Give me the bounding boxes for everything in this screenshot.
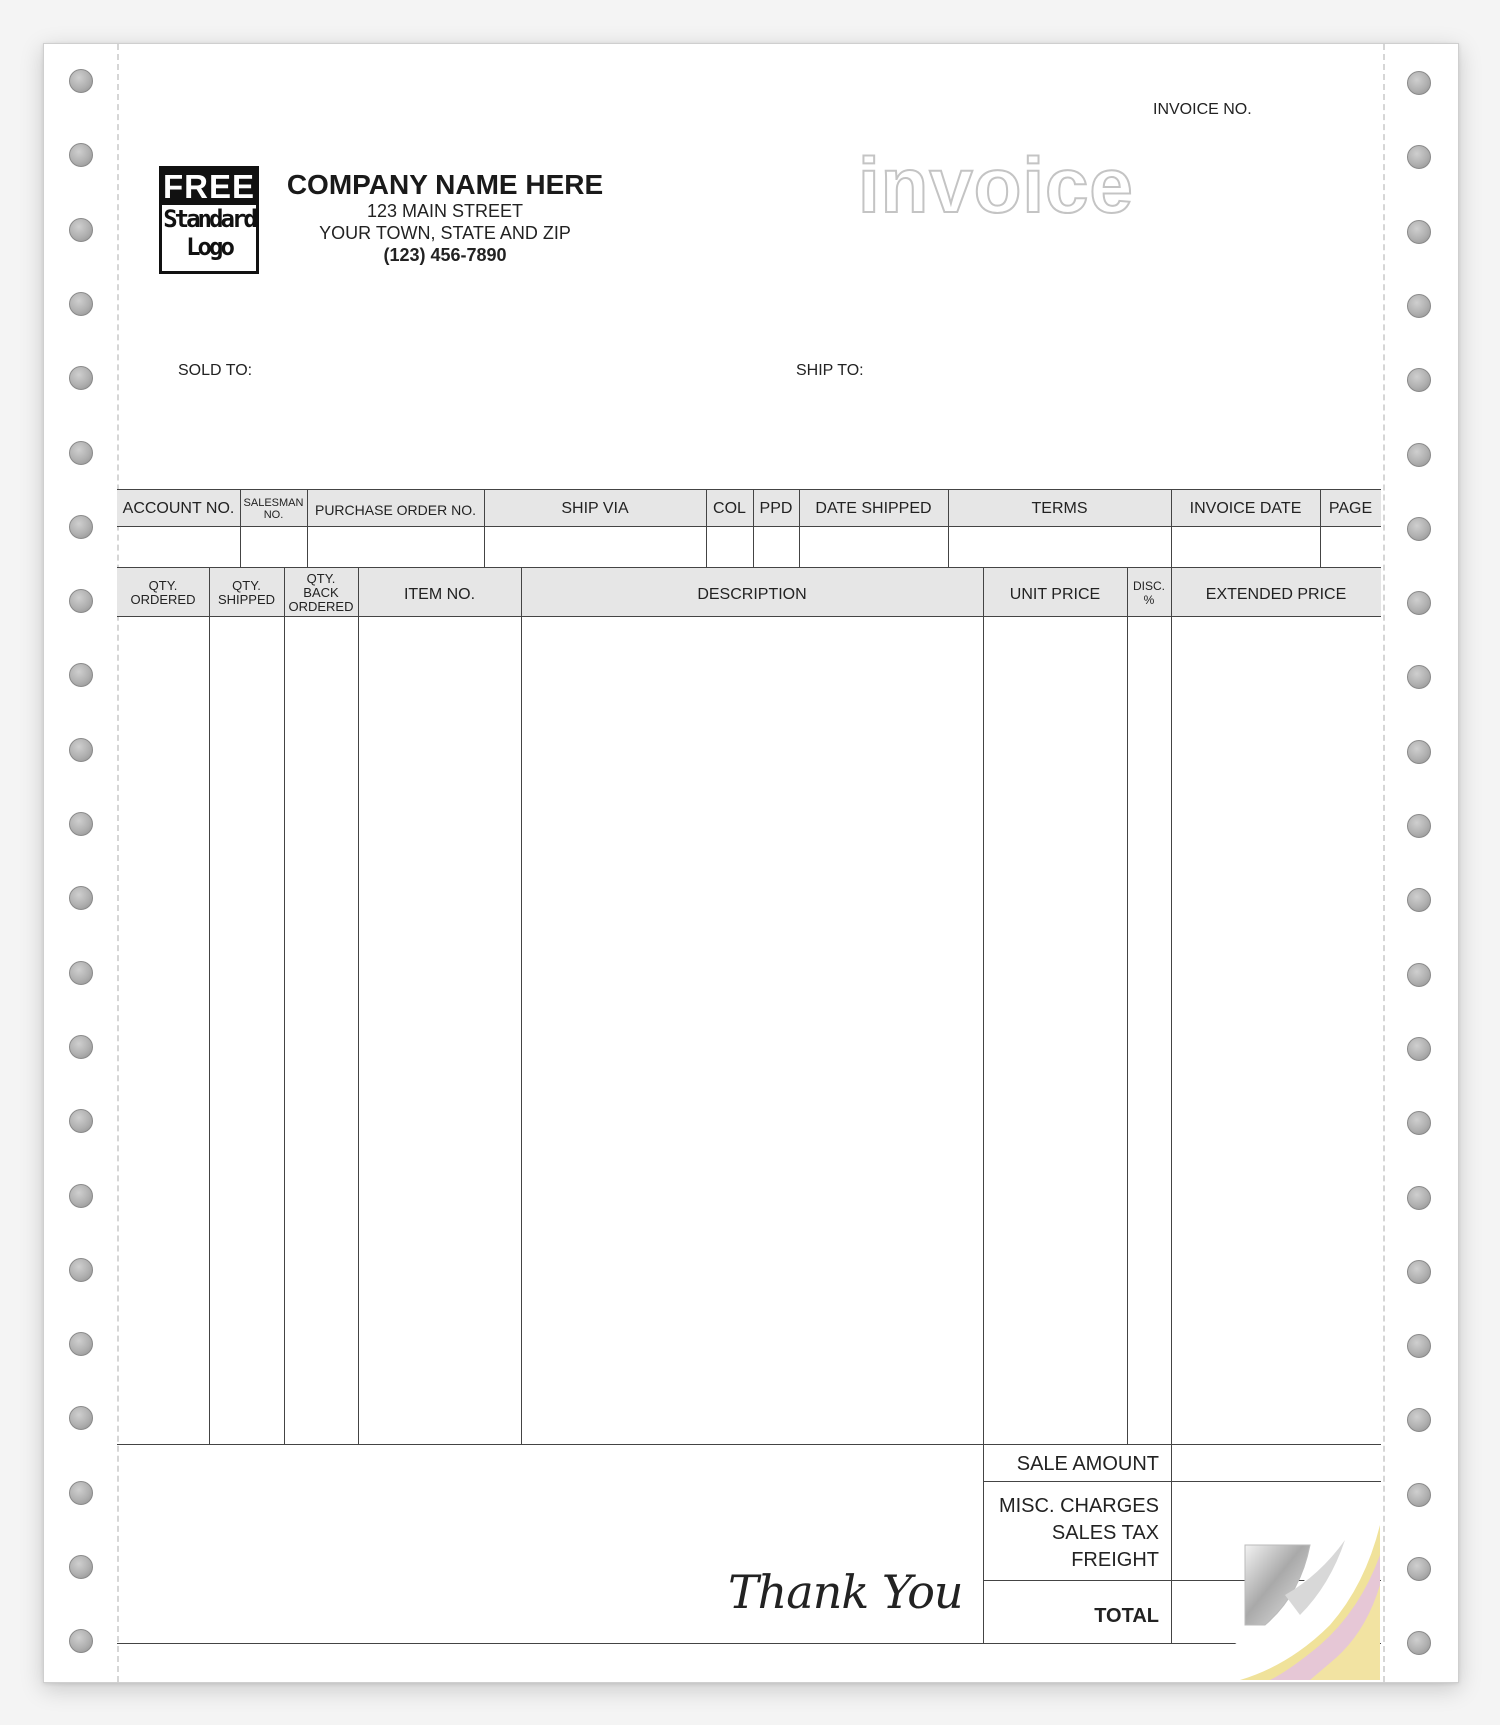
qty-back-line1: QTY. xyxy=(306,571,336,586)
right-feed-hole xyxy=(1407,1334,1431,1358)
left-feed-hole xyxy=(69,1555,93,1579)
invoice-form-sheet xyxy=(43,43,1459,1683)
salesman-header-line1: SALESMAN xyxy=(243,497,304,509)
salesman-header-line2: NO. xyxy=(263,509,284,521)
left-feed-hole xyxy=(69,589,93,613)
left-feed-hole xyxy=(69,292,93,316)
right-feed-hole xyxy=(1407,1557,1431,1581)
left-feed-hole xyxy=(69,886,93,910)
description-header: DESCRIPTION xyxy=(697,586,807,603)
col-header: COL xyxy=(713,500,746,517)
qty-back-line3: ORDERED xyxy=(288,599,354,614)
qty-shipped-header xyxy=(209,579,284,607)
items-col-divider xyxy=(1127,568,1128,1444)
invoice-watermark: invoice xyxy=(858,141,1134,229)
items-col-divider xyxy=(358,568,359,1444)
company-phone: (123) 456-7890 xyxy=(383,245,507,265)
left-feed-hole xyxy=(69,1406,93,1430)
items-col-divider xyxy=(284,568,285,1444)
right-feed-hole xyxy=(1407,591,1431,615)
right-feed-hole xyxy=(1407,145,1431,169)
items-bottom-rule xyxy=(117,1444,1381,1445)
logo-free-text: FREE xyxy=(162,168,255,205)
purchase-order-header: PURCHASE ORDER NO. xyxy=(314,502,477,518)
qty-back-line2: BACK xyxy=(303,585,339,600)
ship-to-label: SHIP TO: xyxy=(796,362,864,379)
disc-line2: % xyxy=(1143,593,1155,607)
left-feed-hole xyxy=(69,515,93,539)
company-city: YOUR TOWN, STATE AND ZIP xyxy=(319,223,571,243)
company-name: COMPANY NAME HERE xyxy=(286,169,604,200)
left-perforation xyxy=(117,44,119,1682)
right-feed-hole xyxy=(1407,1037,1431,1061)
disc-line1: DISC. xyxy=(1132,579,1165,593)
items-col-divider xyxy=(521,568,522,1444)
left-feed-hole xyxy=(69,1184,93,1208)
right-feed-hole xyxy=(1407,1631,1431,1655)
right-feed-hole xyxy=(1407,71,1431,95)
right-feed-hole xyxy=(1407,1260,1431,1284)
left-feed-hole xyxy=(69,663,93,687)
right-feed-hole xyxy=(1407,1408,1431,1432)
items-header-rule xyxy=(117,616,1381,617)
left-feed-hole xyxy=(69,1332,93,1356)
left-feed-hole xyxy=(69,441,93,465)
left-feed-hole xyxy=(69,366,93,390)
left-feed-hole xyxy=(69,1481,93,1505)
misc-charges-label: MISC. CHARGES xyxy=(998,1495,1159,1517)
right-feed-hole xyxy=(1407,294,1431,318)
qty-shipped-line2: SHIPPED xyxy=(217,592,276,607)
left-feed-hole xyxy=(69,1035,93,1059)
company-logo xyxy=(159,166,259,274)
left-feed-hole xyxy=(69,143,93,167)
left-feed-hole xyxy=(69,812,93,836)
left-feed-hole xyxy=(69,1109,93,1133)
sold-to-label: SOLD TO: xyxy=(178,362,253,379)
unit-price-header: UNIT PRICE xyxy=(1009,586,1101,603)
right-feed-hole xyxy=(1407,368,1431,392)
qty-back-ordered-header xyxy=(284,572,358,614)
logo-logo-text: Logo xyxy=(186,233,232,261)
qty-shipped-line1: QTY. xyxy=(232,578,261,593)
info-col-divider xyxy=(307,489,308,567)
ship-via-header: SHIP VIA xyxy=(561,500,629,517)
right-feed-hole xyxy=(1407,220,1431,244)
right-feed-hole xyxy=(1407,888,1431,912)
thank-you-text: Thank You xyxy=(728,1565,963,1619)
right-feed-hole xyxy=(1407,1186,1431,1210)
left-feed-hole xyxy=(69,1258,93,1282)
sale-amount-label: SALE AMOUNT xyxy=(1016,1453,1159,1475)
items-col-divider xyxy=(209,568,210,1444)
sales-tax-label: SALES TAX xyxy=(1051,1522,1159,1544)
right-perforation xyxy=(1383,44,1385,1682)
freight-label: FREIGHT xyxy=(1071,1549,1159,1571)
page-header: PAGE xyxy=(1328,500,1373,517)
logo-standard-text: Standard xyxy=(163,205,255,233)
left-feed-hole xyxy=(69,738,93,762)
right-feed-hole xyxy=(1407,665,1431,689)
left-feed-hole xyxy=(69,961,93,985)
disc-percent-header xyxy=(1127,579,1171,607)
extended-price-header: EXTENDED PRICE xyxy=(1205,586,1347,603)
left-feed-hole xyxy=(69,1629,93,1653)
account-no-header: ACCOUNT NO. xyxy=(122,500,235,517)
right-feed-hole xyxy=(1407,1111,1431,1135)
total-label: TOTAL xyxy=(1094,1605,1159,1627)
invoice-no-label: INVOICE NO. xyxy=(1153,101,1252,118)
left-feed-hole xyxy=(69,218,93,242)
item-no-header: ITEM NO. xyxy=(403,586,476,603)
left-feed-hole xyxy=(69,69,93,93)
right-feed-hole xyxy=(1407,1483,1431,1507)
qty-ordered-line1: QTY. xyxy=(148,578,178,593)
multipart-page-curl-icon xyxy=(1170,1475,1385,1685)
invoice-date-header: INVOICE DATE xyxy=(1189,500,1302,517)
right-feed-hole xyxy=(1407,814,1431,838)
company-street: 123 MAIN STREET xyxy=(366,201,524,221)
terms-header: TERMS xyxy=(1031,500,1088,517)
qty-ordered-header xyxy=(117,579,209,607)
date-shipped-header: DATE SHIPPED xyxy=(815,500,932,517)
qty-ordered-line2: ORDERED xyxy=(130,592,196,607)
right-feed-hole xyxy=(1407,963,1431,987)
salesman-no-header xyxy=(240,497,307,521)
right-feed-hole xyxy=(1407,443,1431,467)
right-feed-hole xyxy=(1407,740,1431,764)
ppd-header: PPD xyxy=(759,500,793,517)
right-feed-hole xyxy=(1407,517,1431,541)
